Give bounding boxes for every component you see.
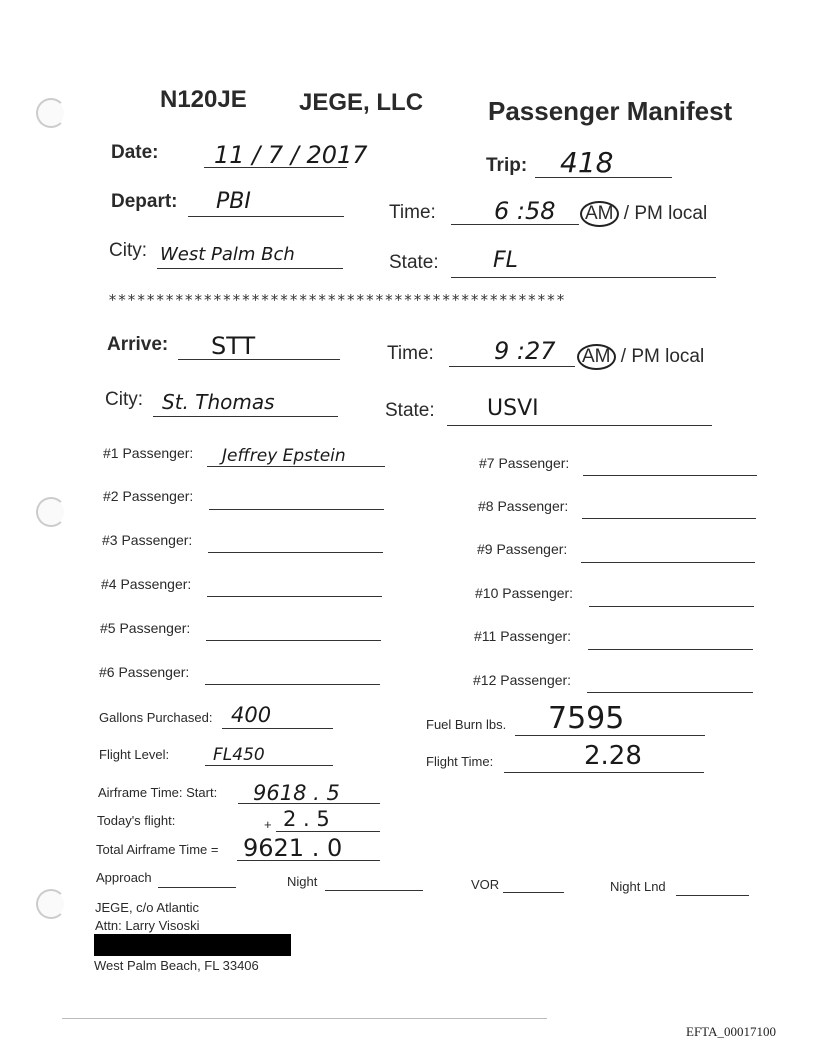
passenger-8-label: #8 Passenger: [478,498,569,514]
depart-label: Depart: [111,191,178,212]
todays-flight-value[interactable]: 2 . 5 [283,807,330,831]
fuel-burn-value[interactable]: 7595 [548,701,625,736]
depart-city-label: City: [109,240,147,261]
night-field[interactable] [325,890,423,891]
arrive-value[interactable]: STT [211,332,256,360]
passenger-3-field[interactable] [208,552,383,553]
depart-ampm [580,201,707,227]
depart-time-label: Time: [389,202,436,223]
company-name: JEGE, LLC [299,89,424,116]
gallons-label: Gallons Purchased: [99,710,213,725]
depart-time-value[interactable]: 6 :58 [494,197,556,225]
page-title: Passenger Manifest [488,96,733,126]
night-label: Night [287,874,318,889]
passenger-3-label: #3 Passenger: [102,532,193,548]
depart-city-value[interactable]: West Palm Bch [160,244,295,265]
total-airframe-label: Total Airframe Time = [96,842,219,857]
vor-field[interactable] [503,892,564,893]
passenger-6-field[interactable] [205,684,380,685]
trip-label: Trip: [486,155,528,176]
passenger-7-field[interactable] [583,475,757,476]
passenger-9-label: #9 Passenger: [477,541,568,557]
date-value[interactable]: 11 / 7 / 2017 [214,141,368,169]
passenger-10-label: #10 Passenger: [475,585,574,601]
passenger-2-field[interactable] [209,509,384,510]
address-line-4: West Palm Beach, FL 33406 [94,958,259,973]
passenger-6-label: #6 Passenger: [99,664,190,680]
passenger-11-field[interactable] [588,649,753,650]
passenger-11-label: #11 Passenger: [474,628,572,644]
vor-label: VOR [471,877,500,892]
binder-hole-bottom [36,889,66,919]
arrive-state-label: State: [385,400,435,421]
flight-time-value[interactable]: 2.28 [584,741,642,771]
airframe-start-label: Airframe Time: Start: [98,785,218,800]
binder-hole-middle [36,497,66,527]
address-line-1: JEGE, c/o Atlantic [95,900,200,915]
arrive-pm-local: / PM local [620,346,705,367]
passenger-1-label: #1 Passenger: [103,445,194,461]
arrive-am-selected[interactable]: AM [577,344,616,370]
night-landing-field[interactable] [676,895,749,896]
fuel-burn-label: Fuel Burn lbs. [426,717,507,732]
passenger-7-label: #7 Passenger: [479,455,570,471]
arrive-label: Arrive: [107,334,169,355]
flight-level-label: Flight Level: [99,747,170,762]
night-landing-label: Night Lnd [610,879,666,894]
approach-field[interactable] [158,887,236,888]
passenger-12-label: #12 Passenger: [473,672,572,688]
passenger-9-field[interactable] [581,562,755,563]
arrive-state-value[interactable]: USVI [487,396,539,421]
passenger-4-label: #4 Passenger: [101,576,192,592]
flight-level-value[interactable]: FL450 [213,745,265,765]
todays-flight-label: Today's flight: [97,813,176,828]
depart-value[interactable]: PBI [216,189,251,214]
separator-stars: ************************************************ [108,291,566,309]
passenger-1-value[interactable]: Jeffrey Epstein [222,446,346,466]
depart-am-selected[interactable]: AM [580,201,619,227]
binder-hole-top [36,98,66,128]
approach-label: Approach [96,870,152,885]
passenger-5-field[interactable] [206,640,381,641]
depart-pm-local: / PM local [623,203,708,224]
arrive-time-value[interactable]: 9 :27 [494,337,556,365]
depart-state-label: State: [389,252,439,273]
arrive-ampm [577,344,704,370]
arrive-time-label: Time: [387,343,434,364]
passenger-5-label: #5 Passenger: [100,620,191,636]
passenger-2-label: #2 Passenger: [103,488,194,504]
plus-sign: + [264,817,272,832]
airframe-start-value[interactable]: 9618 . 5 [253,781,340,805]
redaction-bar [94,934,291,956]
flight-time-label: Flight Time: [426,754,494,769]
passenger-4-field[interactable] [207,596,382,597]
document-id: EFTA_00017100 [686,1024,776,1039]
arrive-city-value[interactable]: St. Thomas [162,390,275,414]
passenger-8-field[interactable] [582,518,756,519]
trip-value[interactable]: 418 [560,146,614,179]
date-label: Date: [111,142,159,163]
address-line-2: Attn: Larry Visoski [95,918,200,933]
depart-state-value[interactable]: FL [493,248,518,273]
gallons-value[interactable]: 400 [231,703,272,727]
arrive-city-label: City: [105,389,143,410]
tail-number: N120JE [160,86,247,113]
total-airframe-value[interactable]: 9621 . 0 [243,834,343,862]
passenger-10-field[interactable] [589,606,754,607]
passenger-12-field[interactable] [587,692,753,693]
